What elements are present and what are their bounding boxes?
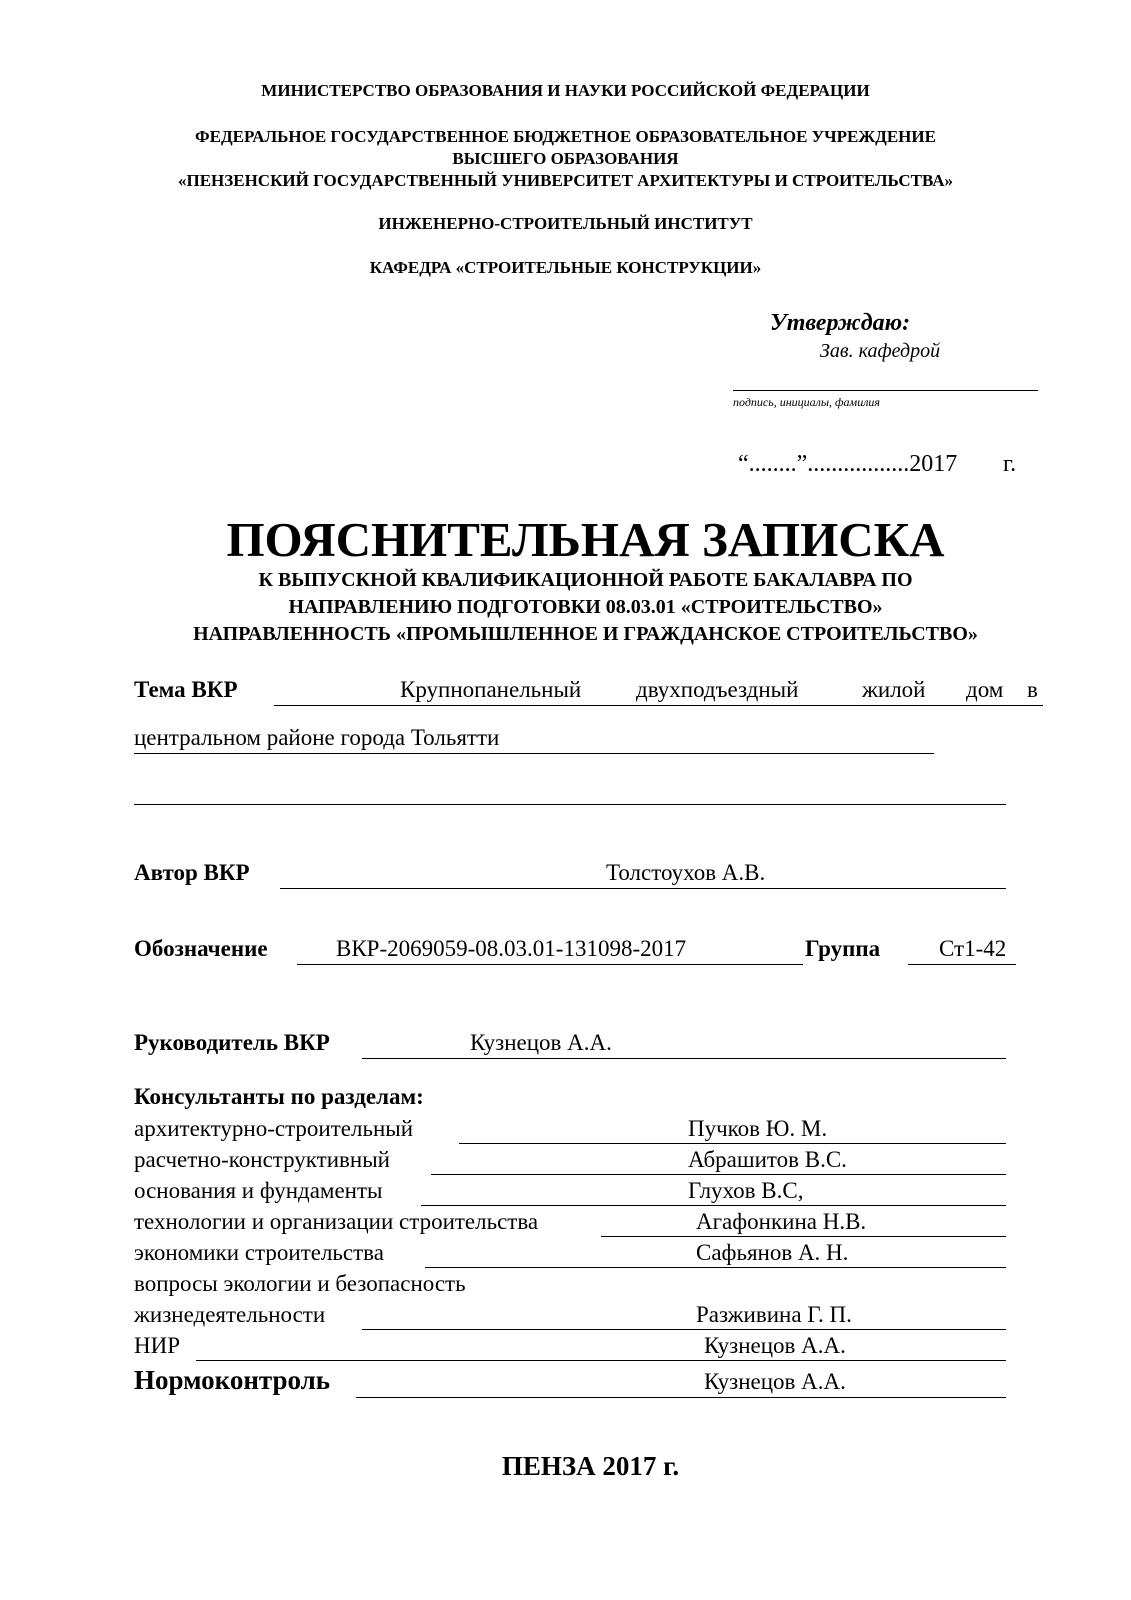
department-heading: КАФЕДРА «СТРОИТЕЛЬНЫЕ КОНСТРУКЦИИ» <box>369 258 762 277</box>
consultant-underline <box>196 1360 1006 1361</box>
approval-role: Зав. кафедрой <box>820 340 941 362</box>
topic-word: жилой <box>862 677 926 702</box>
document-title: ПОЯСНИТЕЛЬНАЯ ЗАПИСКА <box>226 512 945 567</box>
normcontrol-name: Кузнецов А.А. <box>704 1369 846 1394</box>
group-label: Группа <box>805 936 881 961</box>
topic-word: в <box>1027 677 1038 702</box>
normcontrol-underline <box>356 1397 1006 1398</box>
approval-date: “........”.................2017 <box>738 451 958 477</box>
consultant-name: Пучков Ю. М. <box>688 1116 828 1141</box>
institution-line-1: ФЕДЕРАЛЬНОЕ ГОСУДАРСТВЕННОЕ БЮДЖЕТНОЕ ОБРАЗОВАТЕЛЬНОЕ УЧРЕЖДЕНИЕ <box>195 127 936 146</box>
topic-word: Крупнопанельный <box>400 677 582 702</box>
topic-underline-1 <box>274 705 1043 706</box>
group-underline <box>908 964 1016 965</box>
author-value: Толстоухов А.В. <box>606 860 766 885</box>
consultant-name: Кузнецов А.А. <box>704 1333 846 1358</box>
consultant-underline <box>601 1236 1006 1237</box>
topic-line-2: центральном районе города Тольятти <box>134 725 500 750</box>
institute-heading: ИНЖЕНЕРНО-СТРОИТЕЛЬНЫЙ ИНСТИТУТ <box>378 214 753 233</box>
consultant-name: Глухов В.С, <box>688 1178 804 1203</box>
approval-title: Утверждаю: <box>770 310 911 336</box>
author-underline <box>280 888 1006 889</box>
consultant-underline <box>421 1205 1006 1206</box>
institution-line-3: «ПЕНЗЕНСКИЙ ГОСУДАРСТВЕННЫЙ УНИВЕРСИТЕТ АРХИТЕКТУРЫ И СТРОИТЕЛЬСТВА» <box>177 171 953 190</box>
consultant-name: Агафонкина Н.В. <box>696 1209 867 1234</box>
supervisor-label: Руководитель ВКР <box>134 1030 330 1055</box>
consultant-section: архитектурно-строительный <box>134 1116 414 1141</box>
consultant-underline <box>459 1143 1006 1144</box>
normcontrol-label: Нормоконтроль <box>134 1365 331 1395</box>
supervisor-value: Кузнецов А.А. <box>470 1030 612 1055</box>
designation-value: ВКР-2069059-08.03.01-131098-2017 <box>336 936 687 961</box>
consultant-section: расчетно-конструктивный <box>134 1147 390 1172</box>
topic-word: дом <box>966 677 1004 702</box>
institution-line-2: ВЫСШЕГО ОБРАЗОВАНИЯ <box>452 149 679 168</box>
consultant-section: вопросы экологии и безопасность <box>134 1271 466 1296</box>
consultant-name: Разживина Г. П. <box>696 1302 852 1327</box>
document-subtitle-3: НАПРАВЛЕННОСТЬ «ПРОМЫШЛЕННОЕ И ГРАЖДАНСКОЕ СТРОИТЕЛЬСТВО» <box>193 623 978 645</box>
topic-label: Тема ВКР <box>134 677 238 702</box>
signature-caption: подпись, инициалы, фамилия <box>733 395 880 409</box>
consultant-section: технологии и организации строительства <box>134 1209 539 1234</box>
topic-underline-3 <box>134 804 1006 805</box>
topic-word: двухподъездный <box>636 677 799 702</box>
author-label: Автор ВКР <box>134 860 250 885</box>
document-subtitle-1: К ВЫПУСКНОЙ КВАЛИФИКАЦИОННОЙ РАБОТЕ БАКАЛАВРА ПО <box>258 569 913 591</box>
supervisor-underline <box>362 1058 1006 1059</box>
designation-label: Обозначение <box>134 936 268 961</box>
consultant-underline <box>431 1174 1006 1175</box>
signature-line <box>733 390 1038 391</box>
consultant-section: экономики строительства <box>134 1240 384 1265</box>
consultants-heading: Консультанты по разделам: <box>134 1084 424 1109</box>
document-subtitle-2: НАПРАВЛЕНИЮ ПОДГОТОВКИ 08.03.01 «СТРОИТЕЛЬСТВО» <box>288 596 883 618</box>
consultant-name: Сафьянов А. Н. <box>696 1240 849 1265</box>
consultant-underline <box>362 1329 1006 1330</box>
consultant-section: жизнедеятельности <box>134 1302 326 1327</box>
consultant-underline <box>425 1267 1006 1268</box>
approval-year-suffix: г. <box>1003 451 1017 477</box>
topic-underline-2 <box>134 753 934 754</box>
consultant-name: Абрашитов В.С. <box>688 1147 847 1172</box>
consultant-section: основания и фундаменты <box>134 1178 383 1203</box>
city-year: ПЕНЗА 2017 г. <box>501 1451 680 1481</box>
designation-underline <box>297 964 803 965</box>
group-value: Ст1-42 <box>939 936 1007 961</box>
ministry-heading: МИНИСТЕРСТВО ОБРАЗОВАНИЯ И НАУКИ РОССИЙСКОЙ ФЕДЕРАЦИИ <box>261 81 870 100</box>
consultant-section: НИР <box>134 1333 181 1358</box>
